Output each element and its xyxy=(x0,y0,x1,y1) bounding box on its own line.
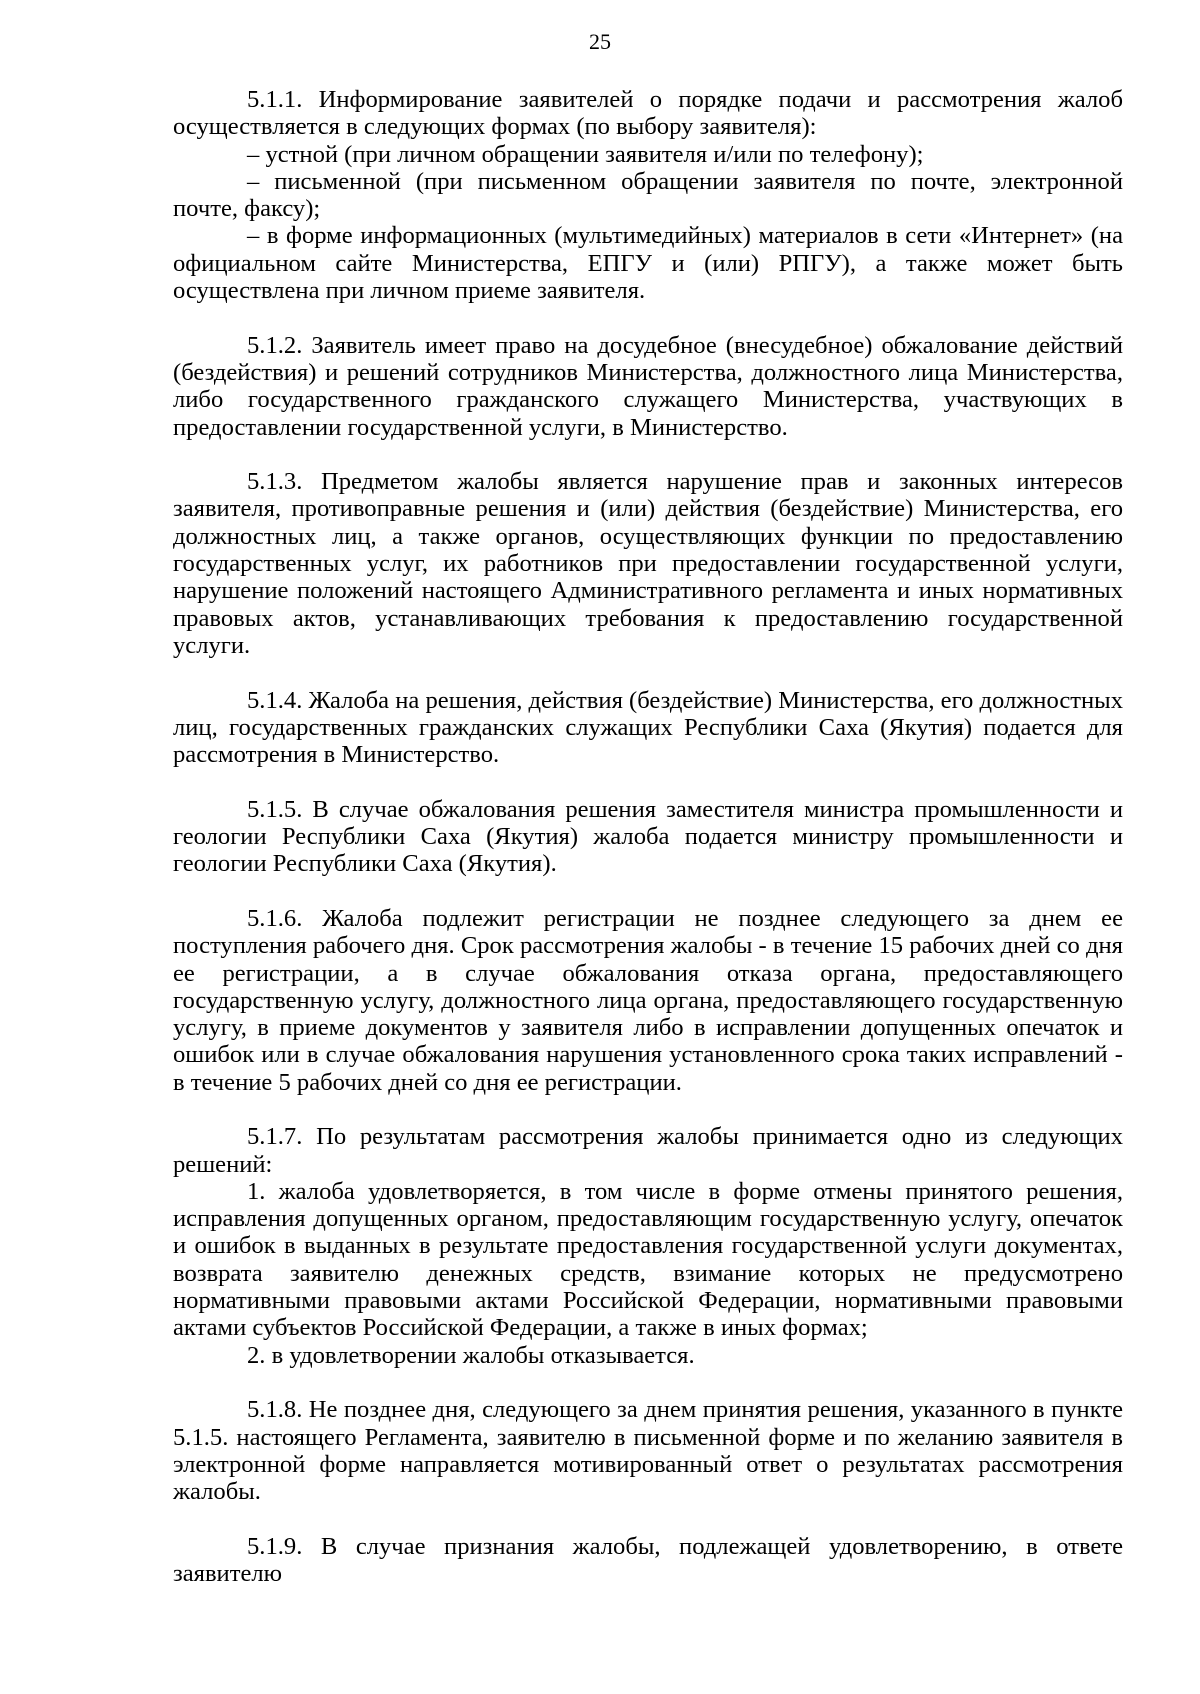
paragraph: 5.1.4. Жалоба на решения, действия (бездействие) Министерства, его должностных лиц, государственных гражданских служащих Республики Саха (Якутия) подается для рассмотрения в Министерство. xyxy=(173,686,1123,769)
paragraph: 5.1.1. Информирование заявителей о порядке подачи и рассмотрения жалоб осуществляется в следующих формах (по выбору заявителя): xyxy=(173,86,1123,141)
paragraph: – письменной (при письменном обращении заявителя по почте, электронной почте, факсу); xyxy=(173,167,1123,223)
paragraph: 2. в удовлетворении жалобы отказывается. xyxy=(247,1341,695,1369)
paragraph: – устной (при личном обращении заявителя и/или по телефону); xyxy=(247,140,924,168)
paragraph: 5.1.6. Жалоба подлежит регистрации не позднее следующего за днем ее поступления рабочего дня. Срок рассмотрения жалобы - в течение 15 рабочих дней со дня ее регистрации, а в случае обжалования отказа органа, предоставляющего государственную услугу, должностного лица органа, предоставляющего государственную услугу, в приеме документов у заявителя либо в исправлении допущенных опечаток и ошибок или в случае обжалования нарушения установленного срока таких исправлений - в течение 5 рабочих дней со дня ее регистрации. xyxy=(173,904,1123,1096)
paragraph: 5.1.3. Предметом жалобы является нарушение прав и законных интересов заявителя, противоправные решения и (или) действия (бездействие) Министерства, его должностных лиц, а также органов, осуществляющих функции по предоставлению государственных услуг, их работников при предоставлении государственной услуги, нарушение положений настоящего Административного регламента и иных нормативных правовых актов, устанавливающих требования к предоставлению государственной услуги. xyxy=(173,468,1123,659)
paragraph: 5.1.9. В случае признания жалобы, подлежащей удовлетворению, в ответе заявителю xyxy=(173,1532,1123,1588)
paragraph: 5.1.8. Не позднее дня, следующего за днем принятия решения, указанного в пункте 5.1.5. настоящего Регламента, заявителю в письменной форме и по желанию заявителя в электронной форме направляется мотивированный ответ о результатах рассмотрения жалобы. xyxy=(173,1396,1123,1506)
paragraph: 5.1.7. По результатам рассмотрения жалобы принимается одно из следующих решений: xyxy=(173,1123,1123,1178)
page-number: 25 xyxy=(589,29,611,54)
document-body xyxy=(173,86,1123,1587)
paragraph: 5.1.5. В случае обжалования решения заместителя министра промышленности и геологии Республики Саха (Якутия) жалоба подается министру промышленности и геологии Республики Саха (Якутия). xyxy=(173,795,1123,878)
paragraph: – в форме информационных (мультимедийных) материалов в сети «Интернет» (на официальном сайте Министерства, ЕПГУ и (или) РПГУ), а также может быть осуществлена при личном приеме заявителя. xyxy=(173,222,1123,305)
paragraph: 1. жалоба удовлетворяется, в том числе в форме отмены принятого решения, исправления допущенных органом, предоставляющим государственную услугу, опечаток и ошибок в выданных в результате предоставления государственной услуги документах, возврата заявителю денежных средств, взимание которых не предусмотрено нормативными правовыми актами Российской Федерации, нормативными правовыми актами субъектов Российской Федерации, а также в иных формах; xyxy=(173,1177,1123,1342)
paragraph: 5.1.2. Заявитель имеет право на досудебное (внесудебное) обжалование действий (бездействия) и решений сотрудников Министерства, должностного лица Министерства, либо государственного гражданского служащего Министерства, участвующих в предоставлении государственной услуги, в Министерство. xyxy=(173,331,1123,441)
